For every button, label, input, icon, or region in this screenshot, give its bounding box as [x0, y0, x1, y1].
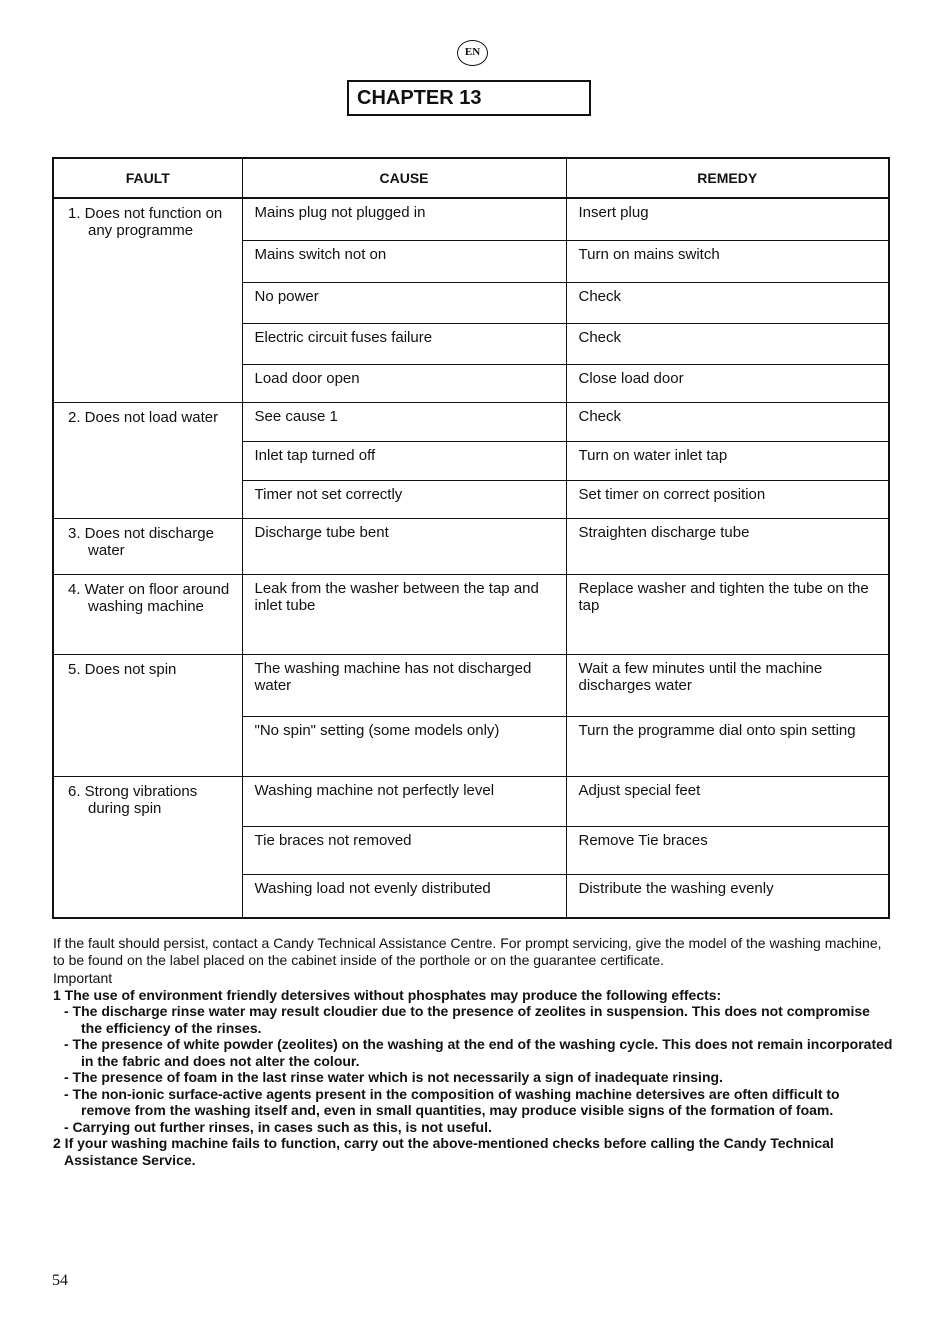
cause-cell: Load door open [242, 364, 566, 402]
important-item-2: 2 If your washing machine fails to function, carry out the above-mentioned checks before calling the Candy Technical Assistance Service. [53, 1135, 834, 1168]
cause-cell: Inlet tap turned off [242, 441, 566, 480]
remedy-cell: Replace washer and tighten the tube on the tap [566, 574, 889, 654]
persist-note: If the fault should persist, contact a Candy Technical Assistance Centre. For prompt servicing, give the model of the washing machine, to be found on the label placed on the cabinet inside of the porthole or on the guarantee certificate. [53, 935, 882, 968]
remedy-cell: Turn on mains switch [566, 240, 889, 282]
fault-cell: 2. Does not load water [53, 402, 242, 518]
cause-cell: Washing load not evenly distributed [242, 874, 566, 918]
fault-table [52, 157, 890, 919]
important-dash-item: - The non-ionic surface-active agents present in the composition of washing machine detersives are often difficult to remove from the washing itself and, even in small quantities, may produce visible signs of the formation of foam. [64, 1085, 840, 1118]
important-dash-item: - The discharge rinse water may result cloudier due to the presence of zeolites in suspension. This does not compromise the efficiency of the rinses. [64, 1003, 870, 1036]
remedy-cell: Check [566, 282, 889, 323]
table-header-row [53, 158, 889, 198]
important-heading: Important [53, 970, 113, 986]
remedy-cell: Wait a few minutes until the machine discharges water [566, 654, 889, 716]
table-row [53, 654, 889, 716]
table-row [53, 198, 889, 240]
cause-cell: No power [242, 282, 566, 323]
fault-cell: 3. Does not discharge water [53, 518, 242, 574]
table-row [53, 402, 889, 441]
remedy-cell: Close load door [566, 364, 889, 402]
fault-cell: 5. Does not spin [53, 654, 242, 776]
table-row [53, 518, 889, 574]
remedy-cell: Turn the programme dial onto spin setting [566, 716, 889, 776]
cause-cell: "No spin" setting (some models only) [242, 716, 566, 776]
fault-cell: 4. Water on floor around washing machine [53, 574, 242, 654]
table-row [53, 776, 889, 826]
cause-cell: Leak from the washer between the tap and inlet tube [242, 574, 566, 654]
important-dash-item: - The presence of foam in the last rinse water which is not necessarily a sign of inadequate rinsing. [64, 1069, 723, 1085]
cause-cell: Tie braces not removed [242, 826, 566, 874]
cause-cell: Washing machine not perfectly level [242, 776, 566, 826]
fault-column-header: FAULT [53, 158, 242, 198]
cause-cell: The washing machine has not discharged water [242, 654, 566, 716]
cause-cell: Mains plug not plugged in [242, 198, 566, 240]
cause-cell: Timer not set correctly [242, 480, 566, 518]
cause-cell: Electric circuit fuses failure [242, 323, 566, 364]
remedy-cell: Check [566, 402, 889, 441]
cause-cell: Discharge tube bent [242, 518, 566, 574]
fault-cell: 1. Does not function on any programme [53, 198, 242, 402]
remedy-cell: Adjust special feet [566, 776, 889, 826]
remedy-cell: Check [566, 323, 889, 364]
cause-column-header: CAUSE [242, 158, 566, 198]
remedy-cell: Remove Tie braces [566, 826, 889, 874]
remedy-column-header: REMEDY [566, 158, 889, 198]
page-number: 54 [52, 1272, 68, 1289]
notes-section [53, 935, 893, 1168]
cause-cell: Mains switch not on [242, 240, 566, 282]
cause-cell: See cause 1 [242, 402, 566, 441]
fault-cell: 6. Strong vibrations during spin [53, 776, 242, 918]
table-row [53, 574, 889, 654]
remedy-cell: Turn on water inlet tap [566, 441, 889, 480]
remedy-cell: Distribute the washing evenly [566, 874, 889, 918]
language-badge: EN [457, 40, 488, 66]
important-item-1: 1 The use of environment friendly detersives without phosphates may produce the following effects: [53, 986, 722, 1003]
important-dash-item: - The presence of white powder (zeolites) on the washing at the end of the washing cycle. This does not remain incorporated in the fabric and does not alter the colour. [64, 1036, 893, 1069]
chapter-title: CHAPTER 13 [347, 80, 591, 116]
important-dash-item: - Carrying out further rinses, in cases such as this, is not useful. [64, 1118, 492, 1135]
remedy-cell: Set timer on correct position [566, 480, 889, 518]
remedy-cell: Insert plug [566, 198, 889, 240]
remedy-cell: Straighten discharge tube [566, 518, 889, 574]
